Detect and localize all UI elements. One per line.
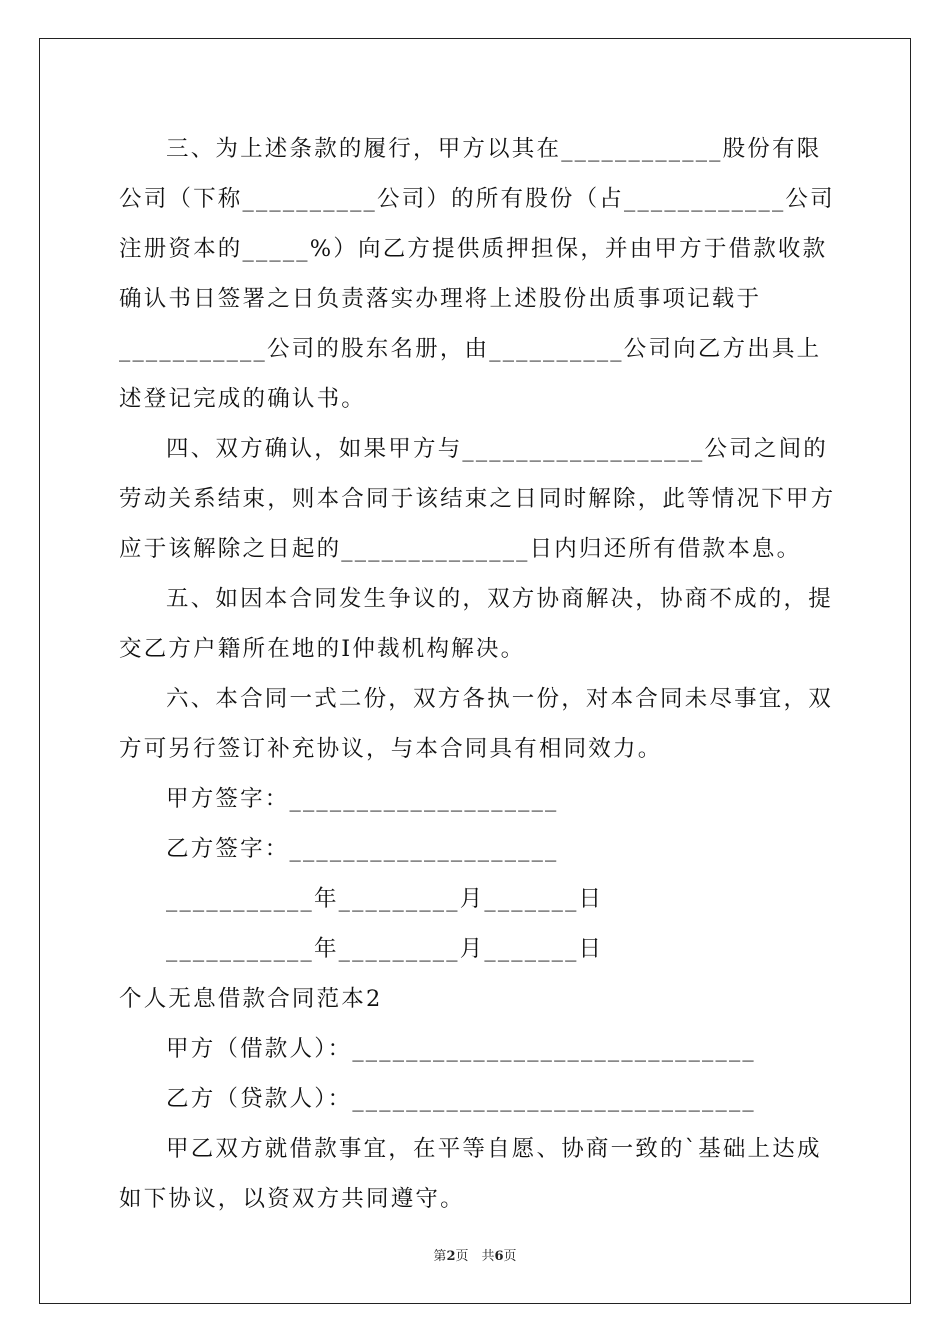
document-body [119, 124, 839, 1224]
page-total: 6 [494, 1249, 504, 1264]
party-a-borrower-line: 甲方（借款人）：______________________________ [166, 1036, 756, 1062]
clause-three: 三、为上述条款的履行，甲方以其在____________股份有限公司（下称__________公司）的所有股份（占____________公司注册资本的_____%）向乙方提供质押担保，并由甲方于借款收款确认书日签署之日负责落实办理将上述股份出质事项记载于___________公司的股东名册，由__________公司向乙方出具上述登记完成的确认书。 [119, 136, 835, 412]
clause-five: 五、如因本合同发生争议的，双方协商解决，协商不成的，提交乙方户籍所在地的I仲裁机构解决。 [119, 586, 833, 662]
section-heading: 个人无息借款合同范本2 [119, 986, 383, 1012]
clause-four: 四、双方确认，如果甲方与__________________公司之间的劳动关系结束，则本合同于该结束之日同时解除，此等情况下甲方应于该解除之日起的______________日内归还所有借款本息。 [119, 436, 836, 562]
party-b-signature-line: 乙方签字：____________________ [166, 836, 559, 862]
page-mid: 页 共 [455, 1249, 495, 1264]
party-a-signature-line: 甲方签字：____________________ [166, 786, 559, 812]
date-line-1: ___________年_________月_______日 [166, 886, 604, 912]
date-line-2: ___________年_________月_______日 [166, 936, 604, 962]
page-prefix: 第 [433, 1249, 447, 1264]
party-b-lender-line: 乙方（贷款人）：______________________________ [166, 1086, 756, 1112]
page-suffix: 页 [503, 1249, 517, 1264]
agreement-intro: 甲乙双方就借款事宜，在平等自愿、协商一致的`基础上达成如下协议，以资双方共同遵守。 [119, 1136, 822, 1212]
page-footer [0, 1248, 950, 1266]
clause-six: 六、本合同一式二份，双方各执一份，对本合同未尽事宜，双方可另行签订补充协议，与本合同具有相同效力。 [119, 686, 833, 762]
page-current: 2 [446, 1249, 456, 1264]
